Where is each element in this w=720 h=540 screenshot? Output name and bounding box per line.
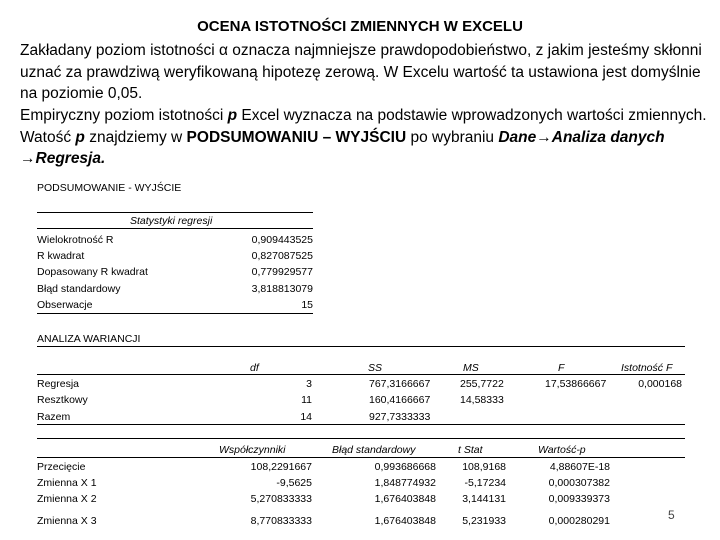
coef-p: 4,88607E-18 bbox=[549, 461, 610, 473]
p2-text-a: Empiryczny poziom istotności bbox=[20, 107, 228, 124]
stat-label: Obserwacje bbox=[37, 299, 93, 311]
page-number: 5 bbox=[668, 508, 675, 522]
coef-t: 3,144131 bbox=[462, 493, 506, 505]
anova-bottom-rule bbox=[37, 424, 685, 425]
coef-se: 1,848774932 bbox=[374, 477, 436, 489]
coef-t: 5,231933 bbox=[462, 515, 506, 527]
p1-text-a: Zakładany poziom istotności bbox=[20, 42, 220, 59]
coef-header-p: Wartość-p bbox=[538, 444, 586, 456]
coef-row-label: Przecięcie bbox=[37, 461, 86, 473]
anova-header-rule bbox=[37, 374, 685, 375]
stat-label: Wielokrotność R bbox=[37, 234, 114, 246]
summary-output-name: PODSUMOWANIU – WYJŚCIU bbox=[186, 128, 407, 146]
anova-ms: 14,58333 bbox=[460, 394, 504, 406]
coef-value: -9,5625 bbox=[276, 477, 312, 489]
coef-header-t: t Stat bbox=[458, 444, 483, 456]
anova-ss: 767,3166667 bbox=[369, 378, 431, 390]
anova-ss: 160,4166667 bbox=[369, 394, 431, 406]
anova-title: ANALIZA WARIANCJI bbox=[37, 333, 141, 345]
coef-se: 1,676403848 bbox=[374, 515, 436, 527]
stats-bottom-rule bbox=[37, 313, 313, 314]
coef-value: 5,270833333 bbox=[250, 493, 312, 505]
paragraph-significance-level bbox=[20, 40, 710, 105]
stat-label: Dopasowany R kwadrat bbox=[37, 266, 148, 278]
coef-t: -5,17234 bbox=[464, 477, 506, 489]
p2-text-c: znajdziemy w bbox=[84, 128, 187, 146]
stats-header-rule bbox=[37, 228, 313, 229]
stat-value: 3,818813079 bbox=[251, 283, 313, 295]
anova-header-sig: Istotność F bbox=[621, 362, 673, 374]
anova-ss: 927,7333333 bbox=[369, 411, 431, 423]
anova-df: 3 bbox=[306, 378, 312, 390]
coef-se: 1,676403848 bbox=[374, 493, 436, 505]
stat-value: 0,827087525 bbox=[251, 250, 313, 262]
coef-t: 108,9168 bbox=[462, 461, 506, 473]
coef-p: 0,000307382 bbox=[548, 477, 610, 489]
stat-value: 15 bbox=[301, 299, 313, 311]
anova-ms: 255,7722 bbox=[460, 378, 504, 390]
anova-df: 14 bbox=[300, 411, 312, 423]
coef-top-rule bbox=[37, 438, 685, 439]
coef-value: 108,2291667 bbox=[250, 461, 312, 473]
anova-header-df: df bbox=[250, 362, 259, 374]
anova-f: 17,53866667 bbox=[545, 378, 607, 390]
alpha-symbol: α bbox=[219, 42, 228, 59]
anova-df: 11 bbox=[301, 394, 312, 406]
coef-header-se: Błąd standardowy bbox=[332, 444, 416, 456]
coef-row-label: Zmienna X 1 bbox=[37, 477, 97, 489]
anova-row-label: Regresja bbox=[37, 378, 80, 390]
anova-header-ms: MS bbox=[463, 362, 479, 374]
coef-se: 0,993686668 bbox=[374, 461, 436, 473]
coef-row-label: Zmienna X 2 bbox=[37, 493, 97, 505]
anova-top-rule bbox=[37, 346, 685, 347]
stat-label: Błąd standardowy bbox=[37, 283, 121, 295]
paragraph-empirical-level bbox=[20, 105, 710, 170]
stat-value: 0,779929577 bbox=[251, 266, 313, 278]
coef-p: 0,000280291 bbox=[548, 515, 610, 527]
p2-text-b: Excel wyznacza na podstawie wprowadzonych wartości zmiennych. Watość bbox=[20, 107, 707, 146]
p2-text-e: po wybraniu bbox=[406, 128, 499, 146]
coef-p: 0,009339373 bbox=[548, 493, 610, 505]
stats-top-rule bbox=[37, 212, 313, 213]
coef-header-coef: Współczynniki bbox=[219, 444, 286, 456]
summary-title: PODSUMOWANIE - WYJŚCIE bbox=[37, 182, 182, 194]
anova-header-ss: SS bbox=[368, 362, 383, 374]
coef-row-label: Zmienna X 3 bbox=[37, 515, 97, 527]
anova-row-label: Resztkowy bbox=[37, 394, 88, 406]
coef-header-rule bbox=[37, 457, 685, 458]
regression-stats-header: Statystyki regresji bbox=[130, 215, 213, 227]
p-letter: p bbox=[227, 107, 238, 124]
p1-text-b: oznacza najmniejsze prawdopodobieństwo, z jakim jesteśmy skłonni uznać za prawdziwą weryfikowaną hipotezę zerową. W Excelu wartość ta ustawiona jest domyślnie na poziomie 0,05. bbox=[20, 42, 702, 102]
slide-title: OCENA ISTOTNOŚCI ZMIENNYCH W EXCELU bbox=[197, 18, 523, 35]
anova-row-label: Razem bbox=[37, 411, 71, 423]
stat-value: 0,909443525 bbox=[251, 234, 313, 246]
p-letter-2: p bbox=[75, 128, 85, 146]
anova-sig: 0,000168 bbox=[638, 378, 682, 390]
coef-value: 8,770833333 bbox=[250, 515, 312, 527]
anova-header-f: F bbox=[558, 362, 565, 374]
menu-path: Dane→Analiza danych →Regresja. bbox=[20, 128, 665, 167]
stat-label: R kwadrat bbox=[37, 250, 85, 262]
